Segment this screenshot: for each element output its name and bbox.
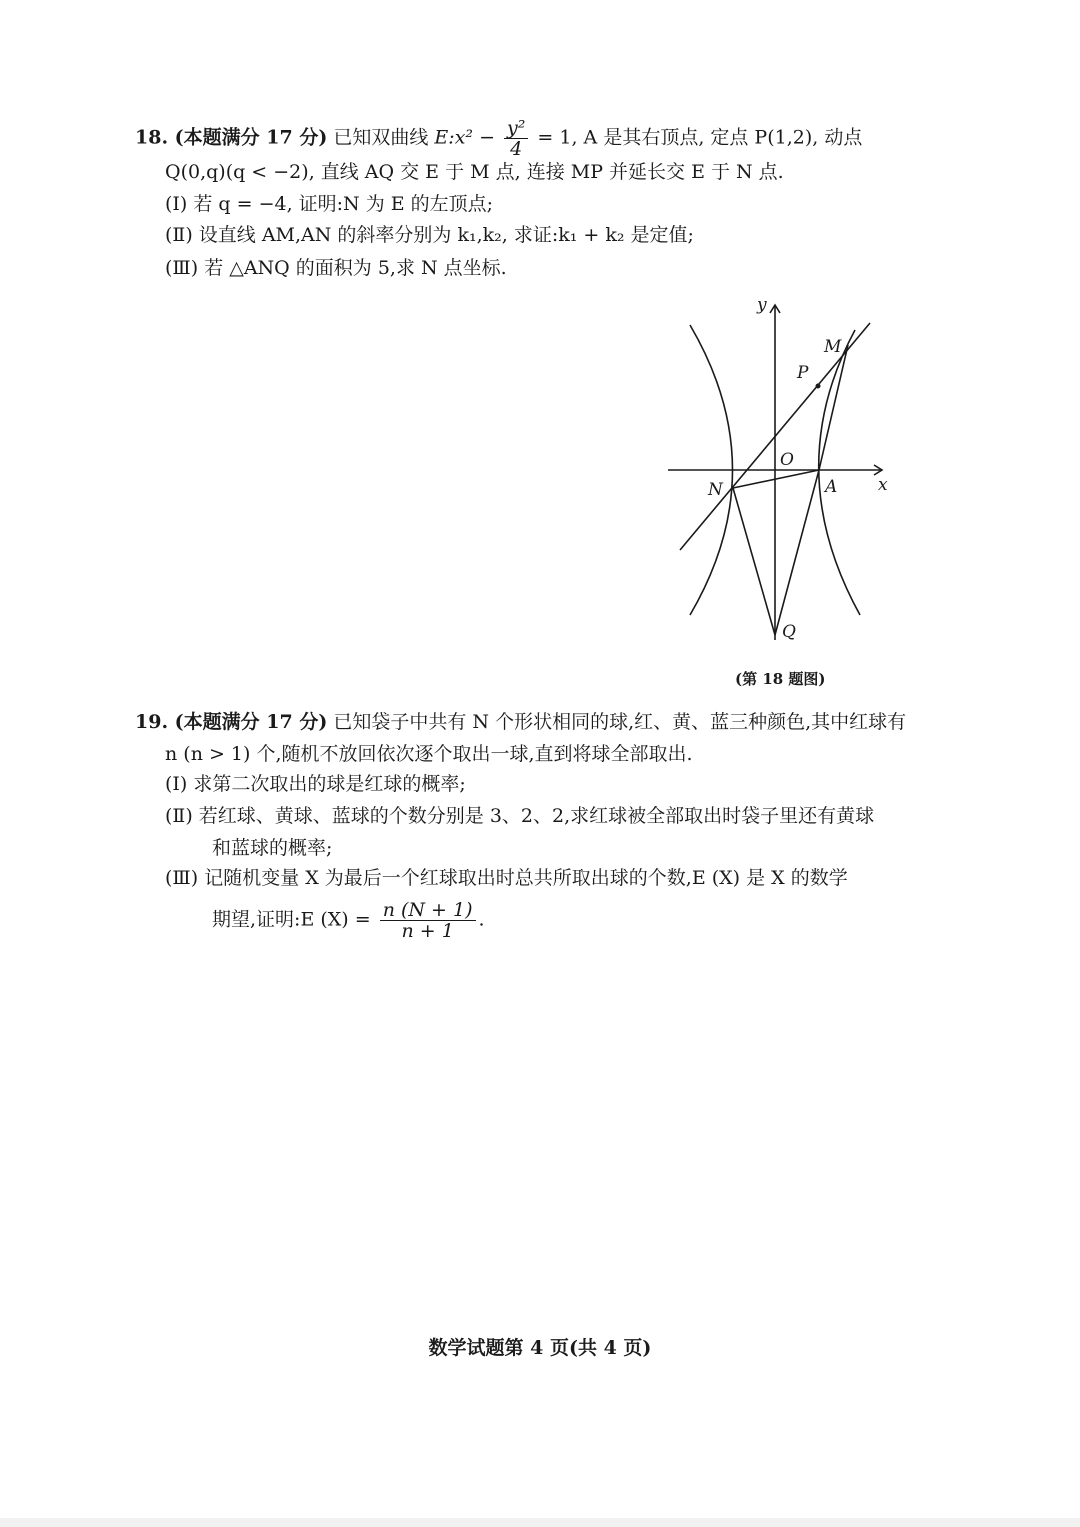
q18-fraction: [504, 118, 528, 159]
q18-frac-denominator: 4: [510, 138, 523, 160]
label-x: x: [878, 475, 888, 495]
q19-frac-denominator: n + 1: [401, 920, 454, 942]
label-Q: Q: [782, 622, 796, 642]
q19-fraction: [380, 900, 476, 941]
q19-part-3b: [212, 900, 485, 941]
hyperbola-figure: [660, 290, 895, 650]
label-O: O: [780, 450, 794, 470]
scan-bottom-edge: [0, 1518, 1080, 1527]
q19-part-2a: (Ⅱ) 若红球、黄球、蓝球的个数分别是 3、2、2,求红球被全部取出时袋子里还有黄球: [165, 805, 875, 827]
q19-p3-suffix: .: [478, 908, 485, 931]
page-footer: 数学试题第 4 页(共 4 页): [428, 1337, 652, 1359]
q18-equation-left: E:x² −: [434, 126, 502, 149]
q19-header: 19. (本题满分 17 分): [135, 711, 328, 733]
q18-part-3: (Ⅲ) 若 △ANQ 的面积为 5,求 N 点坐标.: [165, 257, 507, 279]
q19-text-1: 已知袋子中共有 N 个形状相同的球,红、黄、蓝三种颜色,其中红球有: [333, 711, 907, 733]
q19-line-2: n (n > 1) 个,随机不放回依次逐个取出一球,直到将球全部取出.: [165, 743, 693, 765]
q18-part-1: (Ⅰ) 若 q = −4, 证明:N 为 E 的左顶点;: [165, 193, 494, 215]
q18-line-1: [135, 118, 862, 159]
label-N: N: [708, 480, 723, 500]
label-y: y: [757, 295, 767, 315]
q19-line-1: [135, 710, 906, 734]
label-M: M: [824, 337, 842, 357]
line-NQ: [733, 488, 775, 635]
q18-header: 18. (本题满分 17 分): [135, 126, 328, 149]
q19-p3-prefix: 期望,证明:E (X) =: [212, 908, 377, 931]
q18-part-2: (Ⅱ) 设直线 AM,AN 的斜率分别为 k₁,k₂, 求证:k₁ + k₂ 是定值;: [165, 224, 694, 246]
line-AQ: [775, 470, 819, 635]
q19-part-3a: (Ⅲ) 记随机变量 X 为最后一个红球取出时总共所取出球的个数,E (X) 是 X 的数学: [165, 867, 848, 889]
label-P: P: [797, 363, 809, 383]
figure-caption: (第 18 题图): [735, 670, 826, 688]
point-P: [816, 384, 821, 389]
label-A: A: [825, 477, 838, 497]
line-AM: [819, 345, 848, 470]
q18-line-2: Q(0,q)(q < −2), 直线 AQ 交 E 于 M 点, 连接 MP 并延长交 E 于 N 点.: [165, 161, 784, 183]
q18-text-c: = 1, A 是其右顶点, 定点 P(1,2), 动点: [531, 126, 863, 149]
q19-part-2b: 和蓝球的概率;: [212, 837, 333, 859]
hyperbola-right-branch: [819, 330, 860, 615]
q18-text-a: 已知双曲线: [333, 126, 435, 149]
q19-frac-numerator: n (N + 1): [380, 900, 476, 921]
q19-part-1: (Ⅰ) 求第二次取出的球是红球的概率;: [165, 773, 466, 795]
line-AN: [733, 470, 819, 488]
q18-frac-numerator: y²: [504, 118, 528, 139]
